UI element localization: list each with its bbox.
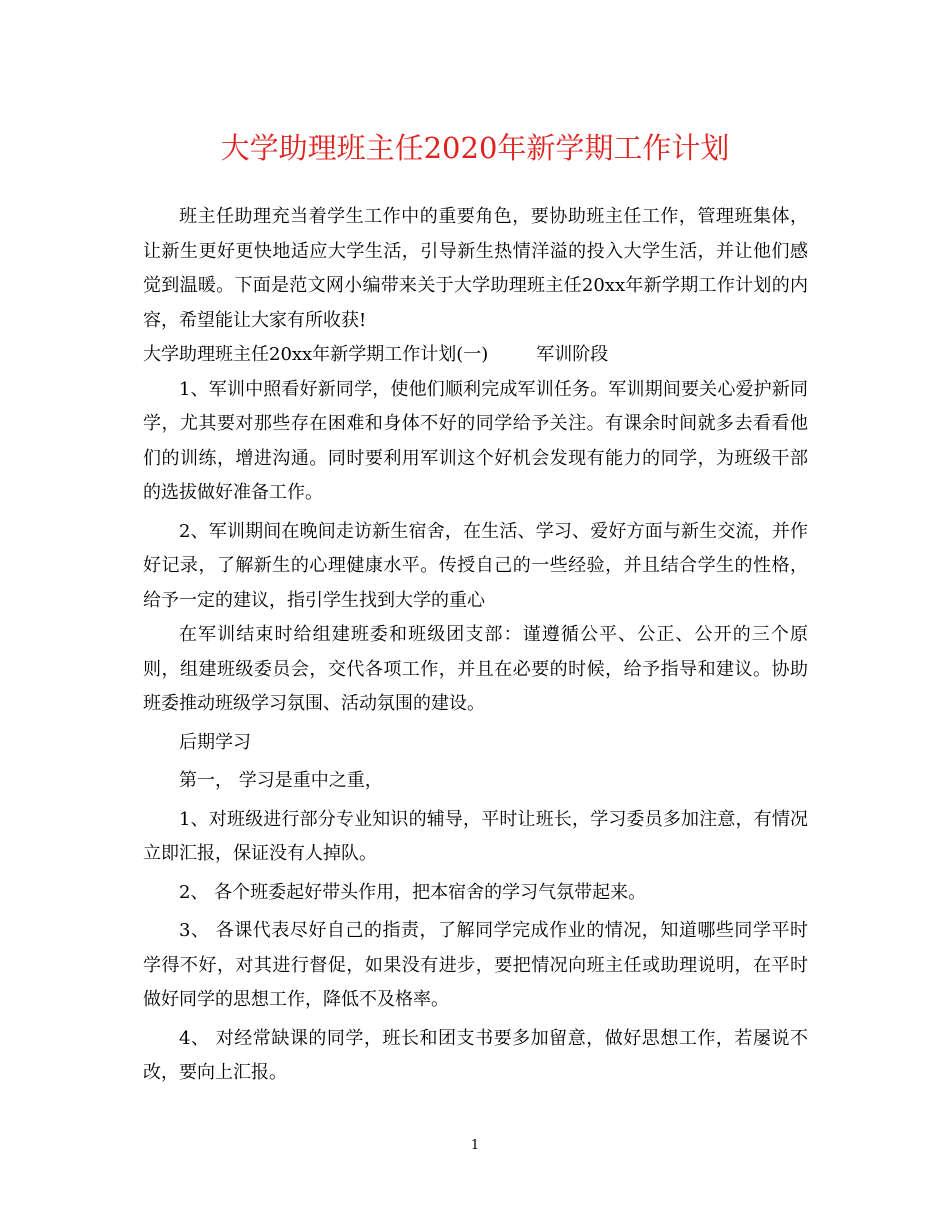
subheading-title: 大学助理班主任20xx年新学期工作计划(一) [143,344,489,365]
later-study-heading: 后期学习 [179,731,251,753]
study-item-4: 4、 对经常缺课的同学，班长和团支书要多加留意，做好思想工作，若屡说不改，要向上汇报。 [143,1027,808,1083]
training-end-paragraph: 在军训结束时给组建班委和班级团支部：谨遵循公平、公正、公开的三个原则，组建班级委员会，交代各项工作，并且在必要的时候，给予指导和建议。协助班委推动班级学习氛围、活动氛围的建设。 [143,624,808,714]
training-item-1: 1、军训中照看好新同学，使他们顺利完成军训任务。军训期间要关心爱护新同学，尤其要对那些存在困难和身体不好的同学给予关注。有课余时间就多去看看他们的训练，增进沟通。同时要利用军训这个好机会发现有能力的同学，为班级干部的选拔做好准备工作。 [143,378,808,503]
section-subheading [143,338,808,373]
subheading-phase: 军训阶段 [536,344,609,365]
study-item-1: 1、对班级进行部分专业知识的辅导，平时让班长，学习委员多加注意，有情况立即汇报，保证没有人掉队。 [143,808,808,864]
study-item-2: 2、 各个班委起好带头作用，把本宿舍的学习气氛带起来。 [179,881,647,903]
study-first-point: 第一， 学习是重中之重， [179,770,383,791]
document-body [143,200,808,1091]
training-item-2: 2、军训期间在晚间走访新生宿舍，在生活、学习、爱好方面与新生交流，并作好记录，了解新生的心理健康水平。传授自己的一些经验，并且结合学生的性格，给予一定的建议，指引学生找到大学的重心 [143,520,808,611]
study-item-3: 3、 各课代表尽好自己的指责，了解同学完成作业的情况，知道哪些同学平时学得不好，对其进行督促，如果没有进步，要把情况向班主任或助理说明，在平时做好同学的思想工作，降低不及格率。 [143,920,808,1010]
page-number: 1 [470,1138,480,1153]
intro-paragraph: 班主任助理充当着学生工作中的重要角色，要协助班主任工作，管理班集体，让新生更好更快地适应大学生活，引导新生热情洋溢的投入大学生活，并让他们感觉到温暖。下面是范文网小编带来关于大学助理班主任20xx年新学期工作计划的内容，希望能让大家有所收获! [143,206,808,331]
document-title: 大学助理班主任2020年新学期工作计划 [220,131,730,165]
